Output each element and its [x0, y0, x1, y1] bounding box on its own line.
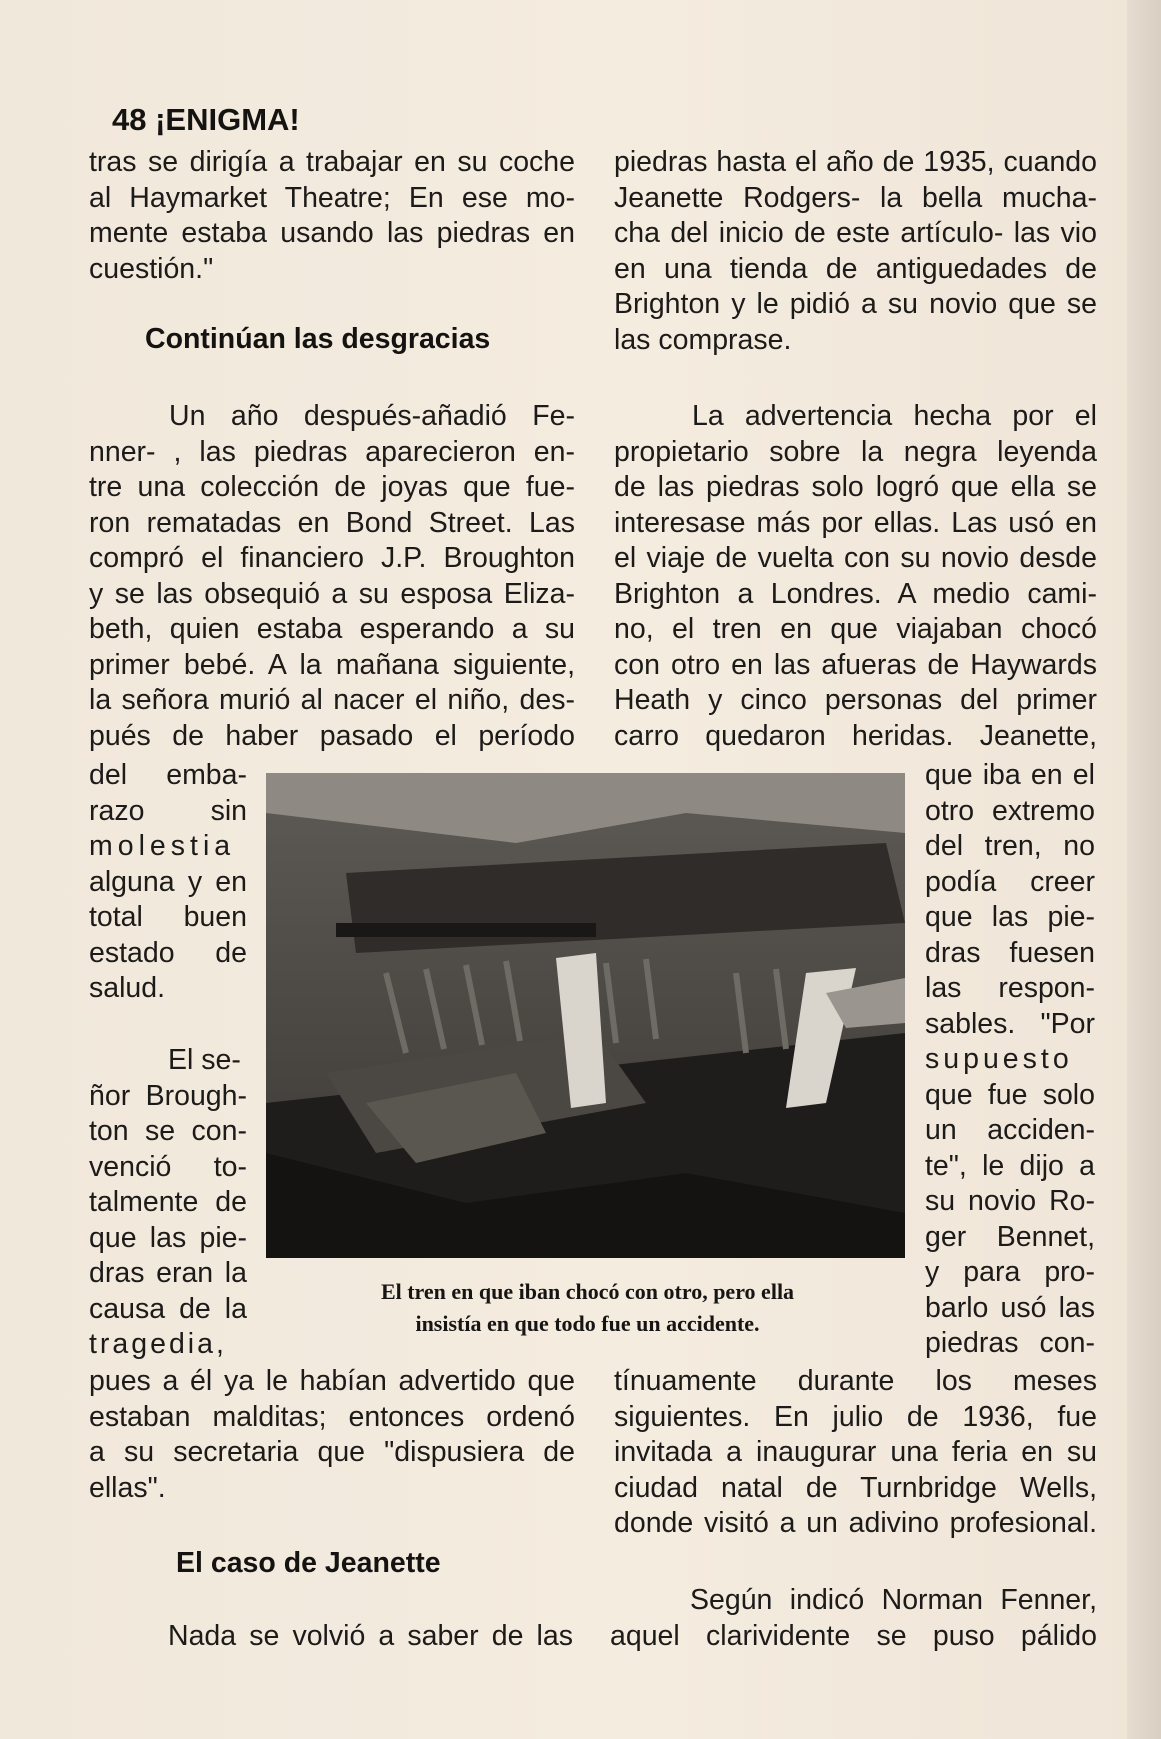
text-line: beth, quien estaba esperando a su: [89, 613, 575, 645]
text-line: un acciden-: [925, 1114, 1095, 1146]
text-line: al Haymarket Theatre; En ese mo-: [89, 181, 575, 214]
text-line: dras fuesen: [925, 936, 1095, 969]
text-line: estaban malditas; entonces ordenó: [89, 1400, 575, 1433]
subheading-jeanette: El caso de Jeanette: [176, 1547, 441, 1579]
text-line: las respon-: [925, 972, 1095, 1004]
text-line: pués de haber pasado el período: [89, 719, 575, 752]
text-line: el viaje de vuelta con su novio desde: [614, 542, 1097, 574]
text-line: y para pro-: [925, 1256, 1095, 1288]
text-line: estado de: [89, 936, 247, 969]
text-line: propietario sobre la negra leyenda: [614, 435, 1097, 468]
text-line: a su secretaria que "dispusiera de: [89, 1436, 575, 1468]
caption-line: El tren en que iban chocó con otro, pero ella: [380, 1279, 795, 1304]
text-line: Según indicó Norman Fenner,: [690, 1584, 1097, 1616]
text-line: tras se dirigía a trabajar en su coche: [89, 146, 575, 178]
right-paragraph-4: [610, 1583, 1097, 1654]
text-line: venció to-: [89, 1150, 247, 1183]
text-line: cha del inicio de este artículo- las vio: [614, 217, 1097, 249]
left-wrap-2: [89, 1043, 247, 1363]
text-line: supuesto: [925, 1043, 1073, 1075]
right-paragraph-2: [614, 399, 1097, 754]
right-paragraph-3: [614, 1364, 1097, 1542]
text-line: Heath y cinco personas del primer: [614, 684, 1097, 716]
text-line: las comprase.: [614, 323, 792, 356]
text-line: salud.: [89, 972, 166, 1004]
right-paragraph-1: [614, 145, 1097, 358]
text-line: que las pie-: [925, 901, 1095, 933]
text-line: otro extremo: [925, 794, 1095, 827]
text-line: Jeanette Rodgers- la bella mucha-: [614, 181, 1097, 214]
text-line: ñor Brough-: [89, 1079, 247, 1112]
text-line: su novio Ro-: [925, 1185, 1095, 1217]
text-line: que iba en el: [925, 759, 1095, 791]
text-line: pues a él ya le habían advertido que: [89, 1365, 575, 1397]
text-line: tínuamente durante los meses: [614, 1365, 1097, 1397]
left-paragraph-1: [89, 145, 575, 287]
text-line: del tren, no: [925, 830, 1095, 862]
text-line: tre una colección de joyas que fue-: [89, 471, 575, 503]
left-paragraph-2: [89, 399, 575, 754]
text-line: El se-: [168, 1044, 241, 1076]
text-line: carro quedaron heridas. Jeanette,: [614, 719, 1097, 752]
text-line: barlo usó las: [925, 1291, 1095, 1324]
train-wreck-image: [266, 773, 905, 1258]
text-line: causa de la: [89, 1292, 247, 1325]
text-line: ellas".: [89, 1471, 166, 1504]
text-line: sables. "Por: [925, 1007, 1095, 1040]
text-line: interesase más por ellas. Las usó en: [614, 506, 1097, 539]
text-line: de las piedras solo logró que ella se: [614, 471, 1097, 503]
text-line: en una tienda de antiguedades de: [614, 252, 1097, 285]
text-line: Brighton y le pidió a su novio que se: [614, 288, 1097, 320]
text-line: ciudad natal de Turnbridge Wells,: [614, 1471, 1097, 1504]
page-edge: [1127, 0, 1161, 1739]
left-paragraph-4: [168, 1619, 573, 1655]
text-line: nner- , las piedras aparecieron en-: [89, 435, 575, 468]
text-line: Un año después-añadió Fe-: [169, 400, 575, 432]
text-line: alguna y en: [89, 865, 247, 898]
text-line: invitada a inaugurar una feria en su: [614, 1436, 1097, 1468]
text-line: tragedia,: [89, 1328, 227, 1360]
text-line: mente estaba usando las piedras en: [89, 217, 575, 249]
text-line: Brighton a Londres. A medio cami-: [614, 577, 1097, 610]
text-line: compró el financiero J.P. Broughton: [89, 542, 575, 574]
text-line: piedras con-: [925, 1327, 1095, 1359]
text-line: Nada se volvió a saber de las: [168, 1620, 573, 1652]
left-paragraph-3: [89, 1364, 575, 1506]
text-line: primer bebé. A la mañana siguiente,: [89, 648, 575, 681]
text-line: siguientes. En julio de 1936, fue: [614, 1400, 1097, 1433]
text-line: te", le dijo a: [925, 1149, 1095, 1182]
text-line: dras eran la: [89, 1257, 247, 1289]
text-line: razo sin: [89, 794, 247, 827]
text-line: molestia: [89, 830, 236, 862]
text-line: con otro en las afueras de Haywards: [614, 648, 1097, 681]
page-header: 48 ¡ENIGMA!: [112, 102, 300, 137]
train-crash-photo: [266, 773, 905, 1258]
photo-caption: [300, 1276, 875, 1340]
caption-line: insistía en que todo fue un accidente.: [415, 1311, 760, 1336]
text-line: que fue solo: [925, 1078, 1095, 1111]
subheading-continuan: Continúan las desgracias: [145, 323, 491, 355]
text-line: talmente de: [89, 1186, 247, 1218]
text-line: ron rematadas en Bond Street. Las: [89, 506, 575, 539]
text-line: podía creer: [925, 865, 1095, 898]
text-line: aquel clarividente se puso pálido: [610, 1619, 1097, 1652]
text-line: ton se con-: [89, 1115, 247, 1147]
text-line: piedras hasta el año de 1935, cuando: [614, 146, 1097, 178]
right-wrap: [925, 758, 1095, 1362]
text-line: del emba-: [89, 759, 247, 791]
text-line: total buen: [89, 901, 247, 933]
text-line: que las pie-: [89, 1221, 247, 1254]
text-line: la señora murió al nacer el niño, des-: [89, 684, 575, 716]
left-wrap-1: [89, 758, 247, 1007]
text-line: cuestión.": [89, 252, 214, 285]
text-line: ger Bennet,: [925, 1220, 1095, 1253]
text-line: La advertencia hecha por el: [692, 400, 1097, 432]
text-line: donde visitó a un adivino profesional.: [614, 1507, 1097, 1539]
text-line: y se las obsequió a su esposa Eliza-: [89, 577, 575, 610]
text-line: no, el tren en que viajaban chocó: [614, 613, 1097, 645]
